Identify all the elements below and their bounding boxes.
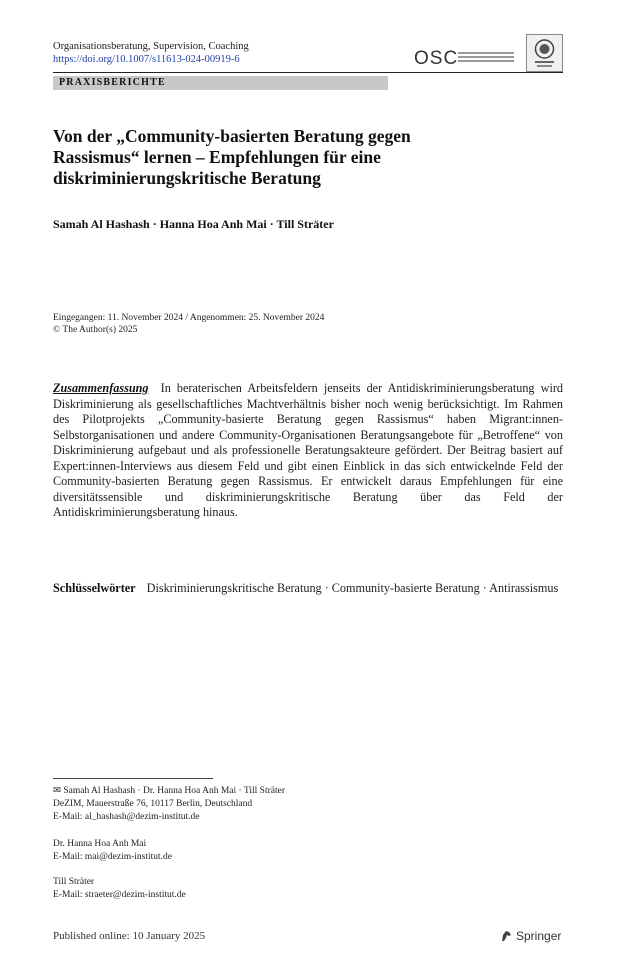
keywords-label: Schlüsselwörter: [53, 581, 136, 595]
affiliation-block: [53, 838, 172, 864]
title-line-1: Von der „Community-basierten Beratung gegen: [53, 126, 411, 146]
affiliation-line: Till Sträter: [53, 877, 95, 887]
affiliation-email[interactable]: E-Mail: mai@dezim-institut.de: [53, 852, 173, 862]
affiliation-block: [53, 876, 186, 902]
society-seal-icon: [526, 34, 563, 72]
affiliation-block: [53, 785, 285, 824]
journal-header: [53, 40, 249, 66]
footnote-rule: [53, 778, 213, 779]
header-rule: [53, 72, 563, 73]
title-line-2: Rassismus“ lernen – Empfehlungen für eine: [53, 147, 381, 167]
doi-link[interactable]: https://doi.org/10.1007/s11613-024-00919-6: [53, 54, 240, 65]
published-online: Published online: 10 January 2025: [53, 930, 206, 942]
osc-logo-subtitle: [458, 52, 514, 66]
abstract-text: In beraterischen Arbeitsfeldern jenseits der Antidiskriminierungsberatung wird Diskriminierung als gesellschaftliches Machtverhältnis bisher noch wenig berücksichtigt. Im Rahmen des Pilotprojekts „Community-basierte Beratung gegen Rassismus“ haben Migrant:innen-Selbstorganisationen und andere Community-Organisationen Beratungsangebote für „Betroffene“ von Diskriminierung aufgebaut und als professionelle Beratungsakteure gefördert. Der Beitrag basiert auf Expert:innen-Interviews aus diesem Feld und gibt einen Einblick in das sich entwickelnde Feld der Community-basierten Beratung gegen Rassismus. Er entwickelt daraus Empfehlungen für eine diversitätssensible und diskriminierungskritische Beratung über das Feld der Antidiskriminierungsberatung hinaus.: [53, 381, 563, 519]
author-list: Samah Al Hashash · Hanna Hoa Anh Mai · Till Sträter: [53, 217, 334, 231]
article-dates: [53, 312, 324, 336]
journal-name: Organisationsberatung, Supervision, Coaching: [53, 41, 249, 52]
springer-wordmark: Springer: [516, 929, 562, 944]
springer-logo: [500, 929, 561, 945]
section-banner: [53, 76, 388, 90]
springer-horse-icon: [500, 929, 513, 945]
affiliation-email[interactable]: E-Mail: straeter@dezim-institut.de: [53, 890, 186, 900]
article-title: [53, 126, 513, 189]
received-accepted-dates: Eingegangen: 11. November 2024 / Angenommen: 25. November 2024: [53, 313, 325, 323]
affiliation-email[interactable]: E-Mail: al_hashash@dezim-institut.de: [53, 812, 200, 822]
keywords: [53, 581, 563, 597]
copyright-notice: © The Author(s) 2025: [53, 325, 138, 335]
affiliation-line: Dr. Hanna Hoa Anh Mai: [53, 839, 147, 849]
abstract: [53, 381, 563, 521]
keywords-text: Diskriminierungskritische Beratung · Community-basierte Beratung · Antirassismus: [146, 581, 559, 595]
title-line-3: diskriminierungskritische Beratung: [53, 168, 321, 188]
section-label: PRAXISBERICHTE: [59, 77, 166, 88]
abstract-label: Zusammenfassung: [53, 381, 149, 395]
osc-logo: OSC: [414, 48, 459, 69]
affiliation-line: DeZIM, Mauerstraße 76, 10117 Berlin, Deutschland: [53, 799, 253, 809]
affiliation-line: ✉ Samah Al Hashash · Dr. Hanna Hoa Anh Mai · Till Sträter: [53, 786, 285, 796]
